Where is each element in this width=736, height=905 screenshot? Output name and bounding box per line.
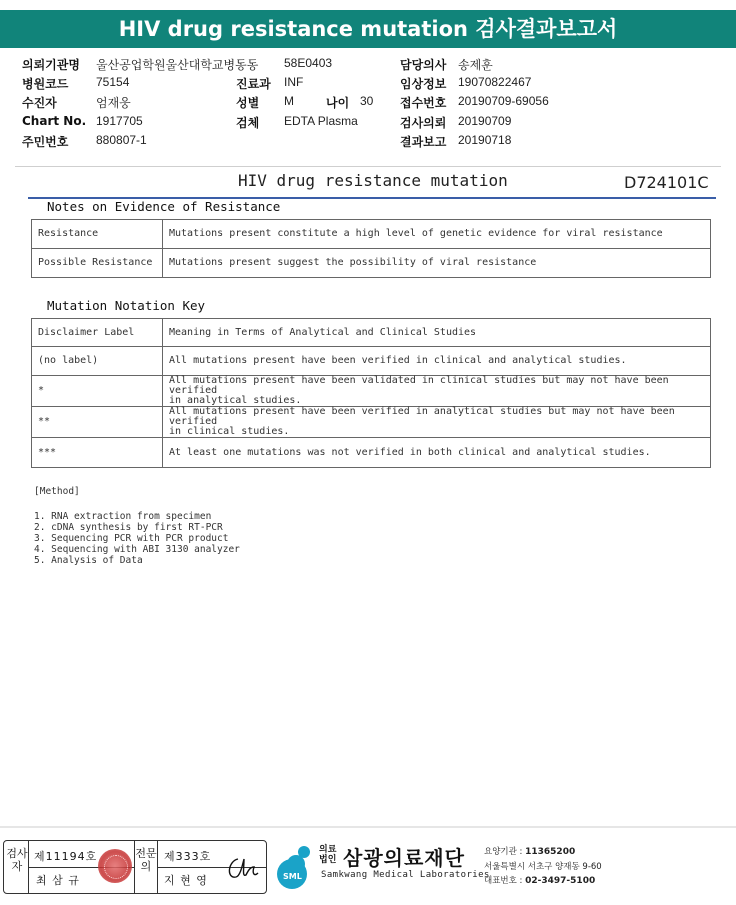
notes-table (31, 219, 711, 278)
key-heading: Mutation Notation Key (47, 298, 206, 313)
clinical-info-label: 임상정보 (400, 77, 447, 91)
key-meaning (163, 438, 711, 468)
key-label: (no label) (32, 347, 163, 376)
notes-meaning: Mutations present suggest the possibility of viral resistance (163, 249, 711, 278)
recipient: 엄재웅 (96, 96, 131, 110)
table-row (32, 249, 711, 278)
method-item: 4. Sequencing with ABI 3130 analyzer (34, 544, 240, 555)
hospital-code-label: 병원코드 (22, 77, 69, 91)
key-label: * (32, 376, 163, 407)
phone-label: 대표번호 : (484, 876, 523, 886)
notes-label: Resistance (32, 220, 163, 249)
key-meaning-line: All mutations present have been verified in analytical studies but may not have been verified (169, 406, 675, 427)
notes-meaning: Mutations present constitute a high level of genetic evidence for viral resistance (163, 220, 711, 249)
key-meaning-line: At least one mutations was not verified in both clinical and analytical studies. (169, 446, 651, 458)
resident-no-label: 주민번호 (22, 135, 69, 149)
resident-no: 880807-1 (96, 133, 147, 147)
department-label: 진료과 (236, 77, 271, 91)
table-row (32, 407, 711, 438)
table-row (32, 220, 711, 249)
info-row-3 (22, 94, 722, 112)
info-row-1 (22, 56, 722, 74)
patient-info (22, 56, 722, 156)
method-heading: [Method] (34, 486, 80, 497)
examiner-name: 최 삼 규 (36, 874, 80, 887)
table-row (32, 347, 711, 376)
test-request: 20190709 (458, 114, 512, 128)
info-row-5 (22, 133, 722, 151)
specialist-name: 지 현 영 (164, 874, 208, 887)
doctor: 송제훈 (458, 58, 493, 72)
sml-logo-icon (272, 844, 318, 890)
age-label: 나이 (326, 96, 350, 110)
recipient-label: 수진자 (22, 96, 57, 110)
specialist-license: 제333호 (164, 850, 212, 863)
signature-icon (224, 853, 264, 885)
signature-box (3, 840, 267, 894)
examiner-license: 제11194호 (34, 850, 98, 863)
table-row (32, 438, 711, 468)
care-code-label: 요양기관 : (484, 847, 523, 857)
table-row (32, 319, 711, 347)
institution-code: 58E0403 (284, 56, 333, 70)
footer-divider (0, 826, 736, 828)
org-phone (484, 874, 595, 886)
hospital-code: 75154 (96, 75, 130, 89)
sex-label: 성별 (236, 96, 260, 110)
examiner-label: 검사자 (6, 847, 28, 873)
receipt-no-label: 접수번호 (400, 96, 447, 110)
org-type-label (319, 845, 336, 865)
method-item: 1. RNA extraction from specimen (34, 511, 212, 522)
method-item: 2. cDNA synthesis by first RT-PCR (34, 522, 223, 533)
department: INF (284, 75, 304, 89)
requesting-institution: 울산공업학원울산대학교병동동 (96, 58, 259, 72)
seal-stamp-icon (98, 849, 132, 883)
key-meaning (163, 407, 711, 438)
clinical-info: 19070822467 (458, 75, 532, 89)
sex: M (284, 94, 294, 108)
specimen-label: 검체 (236, 116, 260, 130)
key-table (31, 318, 711, 468)
report-title: HIV drug resistance mutation (238, 171, 508, 190)
org-type-line: 법인 (319, 855, 337, 865)
test-request-label: 검사의뢰 (400, 116, 447, 130)
report-code: D724101C (624, 173, 709, 192)
key-meaning-line: All mutations present have been validated in clinical studies but may not have been verified (169, 375, 669, 396)
method-item: 5. Analysis of Data (34, 555, 143, 566)
key-meaning-line: All mutations present have been verified in clinical and analytical studies. (169, 355, 627, 366)
key-label: ** (32, 407, 163, 438)
specialist-label: 전문의 (135, 847, 157, 873)
header-divider (15, 166, 721, 167)
chart-no: 1917705 (96, 114, 143, 128)
requesting-institution-label: 의뢰기관명 (22, 58, 80, 72)
phone: 02-3497-5100 (525, 876, 596, 886)
key-header-meaning: Meaning in Terms of Analytical and Clinical Studies (163, 319, 711, 347)
org-name: 삼광의료재단 (343, 846, 465, 870)
age: 30 (360, 94, 374, 108)
notes-label: Possible Resistance (32, 249, 163, 278)
result-report: 20190718 (458, 133, 512, 147)
key-meaning (163, 376, 711, 407)
report-title-bar: HIV drug resistance mutation 검사결과보고서 (0, 10, 736, 48)
chart-no-label: Chart No. (22, 114, 87, 128)
receipt-no: 20190709-69056 (458, 94, 549, 108)
key-header-label: Disclaimer Label (32, 319, 163, 347)
key-meaning-line: in analytical studies. (169, 395, 302, 406)
org-type-line: 의료 (319, 845, 337, 855)
key-label: *** (32, 438, 163, 468)
doctor-label: 담당의사 (400, 58, 447, 72)
notes-heading: Notes on Evidence of Resistance (47, 199, 281, 214)
specimen: EDTA Plasma (284, 114, 358, 128)
sml-logo-text: SML (283, 872, 302, 881)
method-item: 3. Sequencing PCR with PCR product (34, 533, 229, 544)
org-care-code (484, 845, 575, 857)
org-english-name: Samkwang Medical Laboratories (321, 870, 490, 880)
result-report-label: 결과보고 (400, 135, 447, 149)
info-row-4 (22, 114, 722, 132)
care-code: 11365200 (525, 847, 576, 857)
method-section (34, 486, 240, 566)
table-row (32, 376, 711, 407)
key-meaning-line: in clinical studies. (169, 426, 290, 437)
key-meaning (163, 347, 711, 376)
info-row-2 (22, 75, 722, 93)
org-address: 서울특별시 서초구 양재동 9-60 (484, 862, 602, 872)
